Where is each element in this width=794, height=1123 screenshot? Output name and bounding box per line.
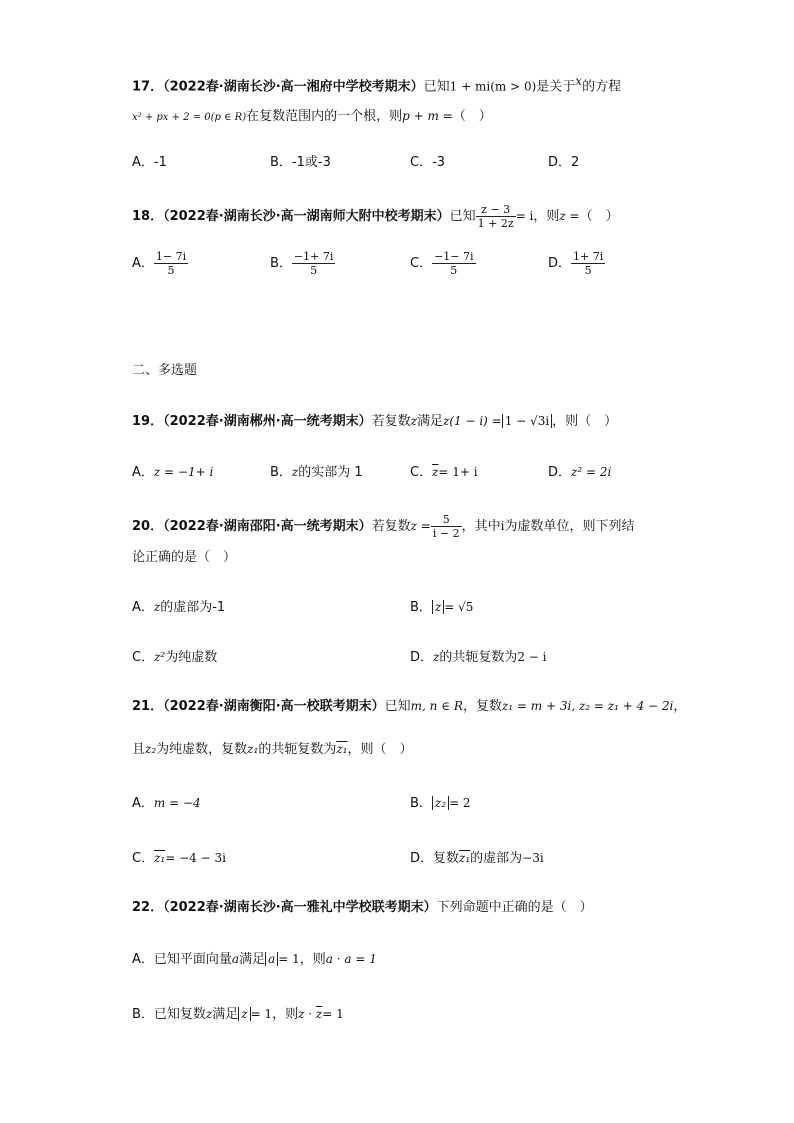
q22-option-text: ，则 <box>272 1007 299 1022</box>
q19-option-c <box>410 463 478 482</box>
q17-text: 已知 <box>423 79 450 95</box>
q21-option-d <box>410 849 544 868</box>
q17-option-a: A．-1 <box>132 155 167 170</box>
q18-option-denominator: 5 <box>310 264 318 277</box>
q18-option-fraction <box>432 250 475 277</box>
q18-option-denominator: 5 <box>450 264 458 277</box>
q20-frac-numerator: 5 <box>431 513 462 527</box>
q20-option-b <box>410 598 473 617</box>
q18-text: 已知 <box>449 209 476 224</box>
q22-option-math: = 1 <box>278 952 300 966</box>
q20-option-label: C． <box>132 650 155 665</box>
q18-math: z = <box>559 209 580 223</box>
q20-frac-denominator: i − 2 <box>432 527 460 540</box>
q21-option-a <box>132 794 201 813</box>
q21-option-math: = 2 <box>449 796 471 810</box>
q22-option-math: z <box>205 1007 213 1021</box>
q22-option-text: 满足 <box>239 952 266 967</box>
q21-text: 且 <box>132 742 146 757</box>
q18-option-fraction <box>292 250 335 277</box>
q19-option-label: A． <box>132 465 154 480</box>
q22-option-b <box>132 1005 344 1024</box>
q20-option-math: = √5 <box>444 600 474 614</box>
q20-option-math: z² <box>154 650 166 664</box>
q18-option-numerator: −1− 7i <box>434 250 474 263</box>
q20-line2: 论正确的是（ ） <box>132 550 237 565</box>
q17-option-d: D．2 <box>548 155 580 170</box>
q19-option-math: z² = 2i <box>571 465 612 479</box>
q18-option-fraction <box>154 250 188 277</box>
q19-option-conjugate: $\overline{z}$ <box>432 465 439 479</box>
q20-number: 20． <box>132 519 164 534</box>
q22-option-a <box>132 950 377 969</box>
q21-option-conjugate: z₁ <box>154 851 166 865</box>
q22-option-math: = 1 <box>322 1007 344 1021</box>
q18-option-fraction <box>571 250 605 277</box>
q17-source: （2022春·湖南长沙·高一湘府中学校考期末） <box>163 79 424 95</box>
q21-option-b <box>410 794 471 813</box>
q21-line2 <box>132 740 412 759</box>
q20-option-math: z <box>153 600 161 614</box>
q20-option-abs: z <box>432 600 444 614</box>
q21-number: 21． <box>132 699 164 714</box>
q20-option-a <box>132 598 225 617</box>
q20-text: 为虚数单位，则下列结 <box>504 519 635 534</box>
q17-text: 在复数范围内的一个根，则 <box>246 109 403 124</box>
q17-math: p + m = <box>402 109 453 123</box>
q17-option-b: B．-1或-3 <box>270 155 331 170</box>
q21-option-conjugate: z₁ <box>459 851 471 865</box>
q17-text: （ ） <box>452 109 492 124</box>
q21-option-c <box>132 849 226 868</box>
q22-text: 下列命题中正确的是（ ） <box>436 900 593 915</box>
q21-option-label: C． <box>132 851 155 866</box>
q18-frac-denominator: 1 + 2z <box>477 217 514 230</box>
q20-line1 <box>132 513 634 540</box>
q21-text: ，则（ ） <box>347 742 413 757</box>
q18-frac-numerator: z − 3 <box>476 203 516 217</box>
q21-option-label: D．复数 <box>410 851 460 866</box>
q17-number: 17． <box>132 79 164 95</box>
q21-text: 已知 <box>384 699 411 714</box>
q19-option-d <box>548 463 611 482</box>
q18-option-label: C． <box>410 256 433 271</box>
q22-source: （2022春·湖南长沙·高一雅礼中学校联考期末） <box>163 900 437 915</box>
q21-option-math: = −4 − 3i <box>165 851 226 865</box>
q18-fraction <box>476 203 516 230</box>
q22-number: 22． <box>132 900 164 915</box>
q22-option-text: ，则 <box>299 952 326 967</box>
q20-math: i <box>500 519 505 533</box>
q21-text: 为纯虚数，复数 <box>156 742 248 757</box>
q20-option-math: z <box>433 650 440 664</box>
q18-option-d <box>548 250 605 277</box>
q22-option-text: B．已知复数 <box>132 1007 206 1022</box>
q18-option-denominator: 5 <box>584 264 592 277</box>
q18-option-denominator: 5 <box>167 264 175 277</box>
q21-text: ，复数 <box>462 699 502 714</box>
q20-option-text: 为纯虚数 <box>165 650 218 665</box>
q21-option-abs: z₂ <box>432 796 449 810</box>
q18-source: （2022春·湖南长沙·高一湖南师大附中校考期末） <box>163 209 450 224</box>
q17-math: 1 + mi(m > 0) <box>449 79 537 94</box>
q21-line1 <box>132 697 686 716</box>
q19-math: z <box>410 414 417 428</box>
q22-option-abs: a <box>265 952 278 966</box>
q20-math: z = <box>410 519 431 533</box>
q19-option-math: z <box>291 465 299 479</box>
q17-text: 的方程 <box>582 79 622 95</box>
q18-option-numerator: −1+ 7i <box>293 250 334 263</box>
q17-text: 是关于 <box>536 79 576 95</box>
q20-option-c <box>132 648 217 667</box>
q20-fraction <box>431 513 462 540</box>
q19-option-math: z = −1+ i <box>153 465 214 479</box>
q21-math: z₁ = m + 3i, z₂ = z₁ + 4 − 2i <box>501 699 674 713</box>
q18-line1 <box>132 203 619 230</box>
q21-text: ， <box>673 699 687 714</box>
q21-math: m, n ∈ R <box>410 699 463 713</box>
q19-option-a <box>132 463 213 482</box>
q22-line1 <box>132 899 593 917</box>
q22-option-math: = 1 <box>250 1007 273 1021</box>
q17-math: x <box>575 74 583 88</box>
q18-option-numerator: 1+ 7i <box>573 250 604 263</box>
q19-line1 <box>132 412 617 431</box>
q21-math: z₂ <box>145 742 157 756</box>
q22-option-math: a · a = 1 <box>325 952 377 966</box>
q18-option-label: B． <box>270 256 292 271</box>
q22-option-text: 满足 <box>212 1007 239 1022</box>
q19-option-label: B． <box>270 465 292 480</box>
q22-option-conjugate: $\overline{z}$ <box>315 1007 323 1021</box>
q20-option-label: B． <box>410 600 432 615</box>
q21-option-text: 的虚部为 <box>470 851 523 866</box>
q19-text: 满足 <box>417 414 444 429</box>
q18-option-c <box>410 250 476 277</box>
q20-option-math: 2 − i <box>517 650 547 664</box>
q18-option-a <box>132 250 188 277</box>
q19-option-label: C． <box>410 465 433 480</box>
q19-option-text: 的实部为 1 <box>298 465 363 480</box>
q19-option-math: = 1+ i <box>438 465 478 479</box>
q19-text: 若复数 <box>371 414 411 429</box>
q18-option-b <box>270 250 335 277</box>
q18-option-numerator: 1− 7i <box>155 250 187 263</box>
q21-option-math: m = −4 <box>153 796 201 810</box>
q17-equation: x² + px + 2 = 0(p ∈ R) <box>132 112 247 123</box>
q20-text: ，其中 <box>461 519 501 534</box>
q20-option-d <box>410 648 547 667</box>
q22-option-abs: z <box>238 1007 250 1021</box>
q20-option-text: 的共轭复数为 <box>439 650 518 665</box>
q22-option-math: a <box>231 952 240 966</box>
q18-option-label: D． <box>548 256 572 271</box>
q18-number: 18． <box>132 209 164 224</box>
q20-option-label: A． <box>132 600 154 615</box>
q18-text: ，则 <box>533 209 560 224</box>
q18-math: = i <box>515 209 534 223</box>
q19-option-b <box>270 463 363 482</box>
q20-source: （2022春·湖南邵阳·高一统考期末） <box>163 519 372 534</box>
q17-option-c: C．-3 <box>410 155 446 170</box>
q21-math: z₁ <box>247 742 259 756</box>
q18-text: （ ） <box>579 209 619 224</box>
q20-option-label: D． <box>410 650 434 665</box>
q19-source: （2022春·湖南郴州·高一统考期末） <box>163 414 372 429</box>
q19-text: ，则（ ） <box>552 414 618 429</box>
q21-option-label: B． <box>410 796 432 811</box>
q19-number: 19． <box>132 414 164 429</box>
q22-option-text: A．已知平面向量 <box>132 952 232 967</box>
q20-text: 若复数 <box>371 519 411 534</box>
q18-option-label: A． <box>132 256 154 271</box>
q21-source: （2022春·湖南衡阳·高一校联考期末） <box>163 699 385 714</box>
q19-option-label: D． <box>548 465 572 480</box>
q21-option-label: A． <box>132 796 154 811</box>
section-heading: 二、多选题 <box>132 363 198 378</box>
q21-option-math: −3i <box>522 851 544 865</box>
q17-line1 <box>132 72 621 96</box>
q19-abs: 1 − √3i <box>502 414 552 428</box>
q17-line2 <box>132 107 492 127</box>
q22-option-math: z · <box>298 1007 316 1021</box>
q21-text: 的共轭复数为 <box>258 742 337 757</box>
q20-option-text: 的虚部为-1 <box>160 600 226 615</box>
q21-conjugate: z₁ <box>336 742 348 756</box>
q19-math: z(1 − i) = <box>443 414 502 428</box>
